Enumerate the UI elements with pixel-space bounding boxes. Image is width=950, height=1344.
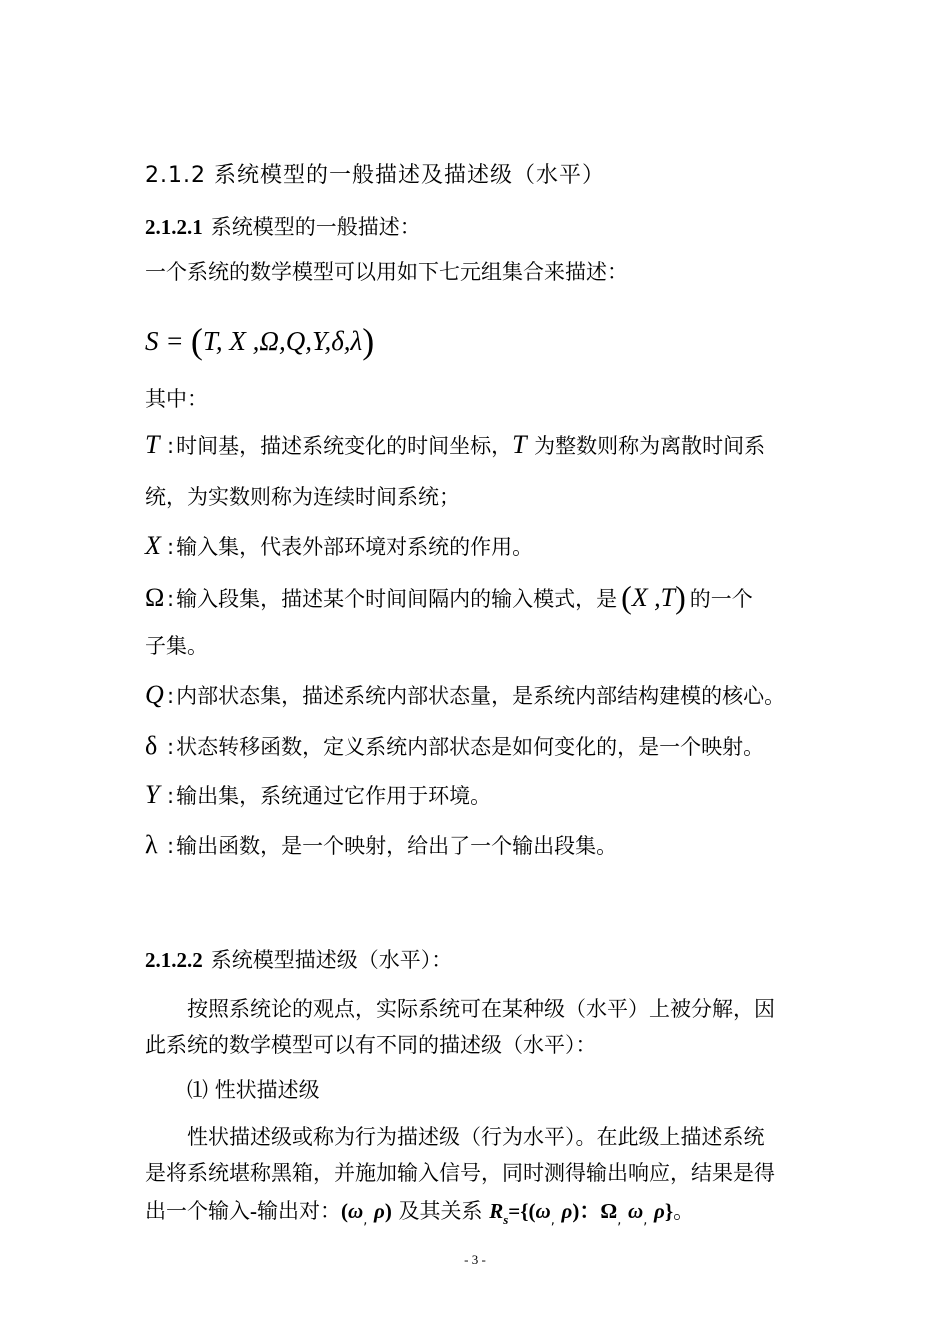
formula-close-paren: ) <box>362 321 375 361</box>
def-Q-text: 内部状态集，描述系统内部状态量，是系统内部结构建模的核心。 <box>176 684 786 708</box>
subsection-title: 系统模型的一般描述： <box>210 215 421 239</box>
def-X-text: 输入集，代表外部环境对系统的作用。 <box>176 535 534 559</box>
symbol-Y: Y <box>145 780 160 809</box>
Omega-symbol: Ω <box>600 1199 618 1223</box>
def-T <box>145 430 765 461</box>
subsection-number: 2.1.2.2 <box>145 948 203 972</box>
def-colon: : <box>167 834 175 858</box>
pair-comma: , <box>363 1213 368 1228</box>
seven-tuple-formula <box>145 321 374 362</box>
pair-open: ( <box>341 1199 348 1223</box>
def-Omega-text1: 输入段集，描述某个时间间隔内的输入模式，是 <box>176 587 618 611</box>
symbol-Omega: Ω <box>145 583 165 612</box>
def-delta-text: 状态转移函数，定义系统内部状态是如何变化的，是一个映射。 <box>176 735 765 759</box>
omega-symbol-3: ω <box>628 1199 644 1223</box>
symbol-Q: Q <box>145 680 164 709</box>
tuple-body: X ,T <box>631 583 676 612</box>
subsection-number: 2.1.2.1 <box>145 215 203 239</box>
para2-text-b: 输出对： <box>257 1199 341 1223</box>
R-symbol: R <box>489 1199 504 1223</box>
symbol-X: X <box>145 531 161 560</box>
subsection-2-1-2-1 <box>145 212 421 242</box>
dash: - <box>250 1199 257 1223</box>
def-T-text2: 为整数则称为离散时间系 <box>534 434 766 458</box>
relation-open: ={( <box>508 1199 536 1223</box>
relation-comma-3: , <box>643 1213 648 1228</box>
def-lambda <box>145 830 617 861</box>
para1-line2: 此系统的数学模型可以有不同的描述级（水平）： <box>145 1033 597 1057</box>
def-colon: : <box>167 684 175 708</box>
R-subscript: s <box>503 1212 509 1227</box>
tuple-open-paren: ( <box>621 579 632 615</box>
def-lambda-text: 输出函数，是一个映射，给出了一个输出段集。 <box>176 834 618 858</box>
para2-text-a: 出一个输入 <box>145 1199 250 1223</box>
period: 。 <box>673 1199 695 1223</box>
def-Q <box>145 680 785 711</box>
tuple-close-paren: ) <box>675 579 686 615</box>
list-marker: ⑴ <box>187 1078 208 1102</box>
rho-symbol-3: ρ <box>654 1199 665 1223</box>
omega-symbol: ω <box>348 1199 364 1223</box>
page-number: - 3 - <box>464 1252 486 1267</box>
para2-line3 <box>145 1196 694 1236</box>
relation-close: } <box>664 1199 674 1223</box>
def-colon: : <box>167 587 175 611</box>
list-item-text: 性状描述级 <box>214 1078 320 1102</box>
def-colon: : <box>167 535 175 559</box>
symbol-delta: δ <box>145 731 158 760</box>
def-delta <box>145 731 764 762</box>
symbol-T: T <box>145 430 160 459</box>
para1-line1: 按照系统论的观点，实际系统可在某种级（水平）上被分解，因 <box>187 997 775 1021</box>
def-T-text1: 时间基，描述系统变化的时间坐标， <box>176 434 513 458</box>
formula-eq: = <box>167 326 183 356</box>
tuple-X-T <box>621 579 686 615</box>
relation-comma-2: , <box>617 1213 622 1228</box>
subsection-2-1-2-2 <box>145 945 452 975</box>
section-heading: 2.1.2 系统模型的一般描述及描述级（水平） <box>145 163 605 188</box>
def-X <box>145 531 533 562</box>
para2-line2: 是将系统堪称黑箱，并施加输入信号，同时测得输出响应，结果是得 <box>145 1161 775 1185</box>
def-Omega <box>145 579 753 615</box>
rho-symbol-2: ρ <box>561 1199 573 1223</box>
relation-colon: )： <box>572 1199 601 1223</box>
symbol-T-2: T <box>512 430 527 459</box>
def-colon: : <box>167 735 175 759</box>
def-Y <box>145 780 491 811</box>
relation-comma: , <box>550 1213 555 1228</box>
subsection-title: 系统模型描述级（水平）： <box>210 948 453 972</box>
symbol-lambda: λ <box>145 830 158 859</box>
para2-text-c: 及其关系 <box>391 1199 490 1223</box>
pair-close: ) <box>384 1199 392 1223</box>
intro-text: 一个系统的数学模型可以用如下七元组集合来描述： <box>145 260 628 284</box>
def-Omega-text2: 的一个 <box>689 587 753 611</box>
def-T-continued: 统，为实数则称为连续时间系统； <box>145 485 460 509</box>
rho-symbol: ρ <box>374 1199 385 1223</box>
def-colon: : <box>167 434 175 458</box>
para2-line1: 性状描述级或称为行为描述级（行为水平）。在此级上描述系统 <box>187 1125 765 1149</box>
list-item-1 <box>187 1075 320 1105</box>
formula-body: T, X ,Ω,Q,Y,δ,λ <box>202 326 363 356</box>
omega-symbol-2: ω <box>535 1199 551 1223</box>
formula-lhs: S <box>145 326 159 356</box>
def-Omega-continued: 子集。 <box>145 634 208 658</box>
def-colon: : <box>167 784 175 808</box>
where-label: 其中： <box>145 387 208 411</box>
formula-open-paren: ( <box>190 321 203 361</box>
def-Y-text: 输出集，系统通过它作用于环境。 <box>176 784 492 808</box>
